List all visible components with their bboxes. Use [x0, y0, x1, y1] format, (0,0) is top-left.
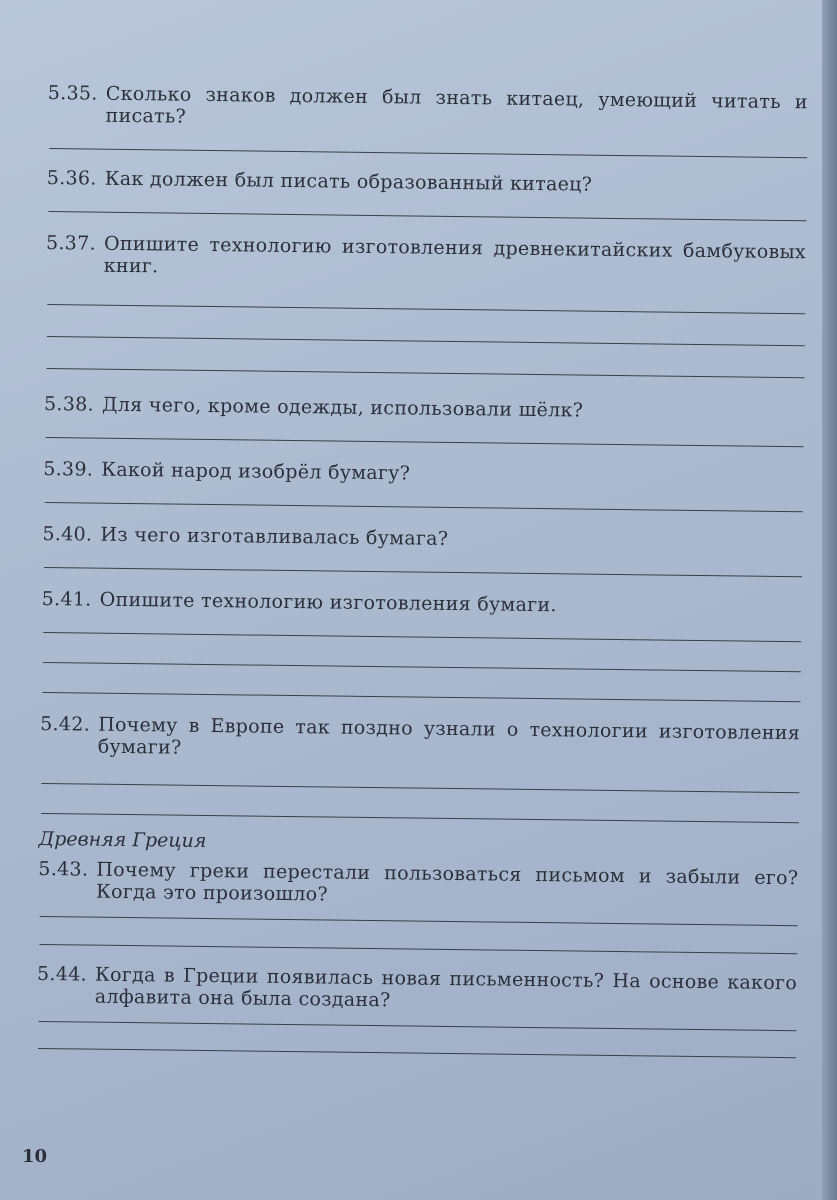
- answer-line[interactable]: [39, 944, 797, 954]
- question-5-35: [47, 82, 808, 158]
- question-text: Когда в Греции появилась новая письменность? На основе какого алфавита она была создана?: [94, 963, 798, 1012]
- answer-line[interactable]: [43, 692, 801, 702]
- question-number: 5.44.: [36, 962, 88, 986]
- answer-line[interactable]: [40, 916, 798, 926]
- question-number: 5.37.: [45, 231, 97, 255]
- question-text: Для чего, кроме одежды, использовали шёлк?: [101, 393, 584, 422]
- question-number: 5.39.: [43, 457, 94, 481]
- section-title: Древняя Греция: [38, 827, 207, 852]
- answer-line[interactable]: [39, 1021, 797, 1031]
- answer-line[interactable]: [46, 368, 804, 378]
- question-text: Почему в Европе так поздно узнали о технологии изготовления бумаги?: [97, 713, 801, 759]
- answer-line[interactable]: [44, 567, 802, 577]
- question-5-43: [37, 858, 798, 954]
- question-text: Сколько знаков должен был знать китаец, умеющий читать и писать?: [105, 82, 808, 128]
- question-5-36: [46, 167, 806, 221]
- answer-line[interactable]: [47, 336, 805, 346]
- book-edge: [822, 0, 837, 1200]
- answer-line[interactable]: [41, 783, 799, 793]
- question-number: 5.40.: [42, 522, 93, 546]
- question-text: Из чего изготавливалась бумага?: [100, 523, 449, 550]
- answer-line[interactable]: [43, 632, 801, 642]
- answer-line[interactable]: [45, 502, 803, 512]
- answer-line[interactable]: [49, 148, 807, 158]
- question-number: 5.41.: [41, 587, 92, 611]
- question-number: 5.38.: [43, 392, 95, 416]
- question-5-44: [36, 963, 797, 1058]
- question-text: Почему греки перестали пользоваться письмом и забыли его? Когда это произошло?: [95, 858, 799, 906]
- question-text: Опишите технологию изготовления бумаги.: [99, 588, 557, 617]
- question-5-38: [44, 393, 804, 447]
- question-5-40: [42, 523, 802, 577]
- question-text: Опишите технологию изготовления древнекитайских бамбуковых книг.: [103, 232, 807, 278]
- question-number: 5.43.: [38, 857, 89, 881]
- answer-line[interactable]: [41, 813, 799, 823]
- question-number: 5.35.: [47, 82, 98, 105]
- question-number: 5.36.: [46, 166, 97, 190]
- question-5-41: [41, 588, 802, 702]
- answer-line[interactable]: [46, 437, 804, 447]
- question-5-37: [44, 232, 806, 378]
- page-number: 10: [22, 1146, 48, 1167]
- page-content: [36, 82, 808, 1058]
- question-text: Как должен был писать образованный китаец?: [104, 167, 593, 196]
- question-5-42: [39, 713, 800, 823]
- question-5-39: [43, 458, 803, 512]
- answer-line[interactable]: [38, 1048, 796, 1058]
- question-text: Какой народ изобрёл бумагу?: [101, 458, 411, 485]
- answer-line[interactable]: [43, 662, 801, 672]
- answer-line[interactable]: [47, 304, 805, 314]
- answer-line[interactable]: [48, 211, 806, 221]
- question-number: 5.42.: [40, 712, 91, 736]
